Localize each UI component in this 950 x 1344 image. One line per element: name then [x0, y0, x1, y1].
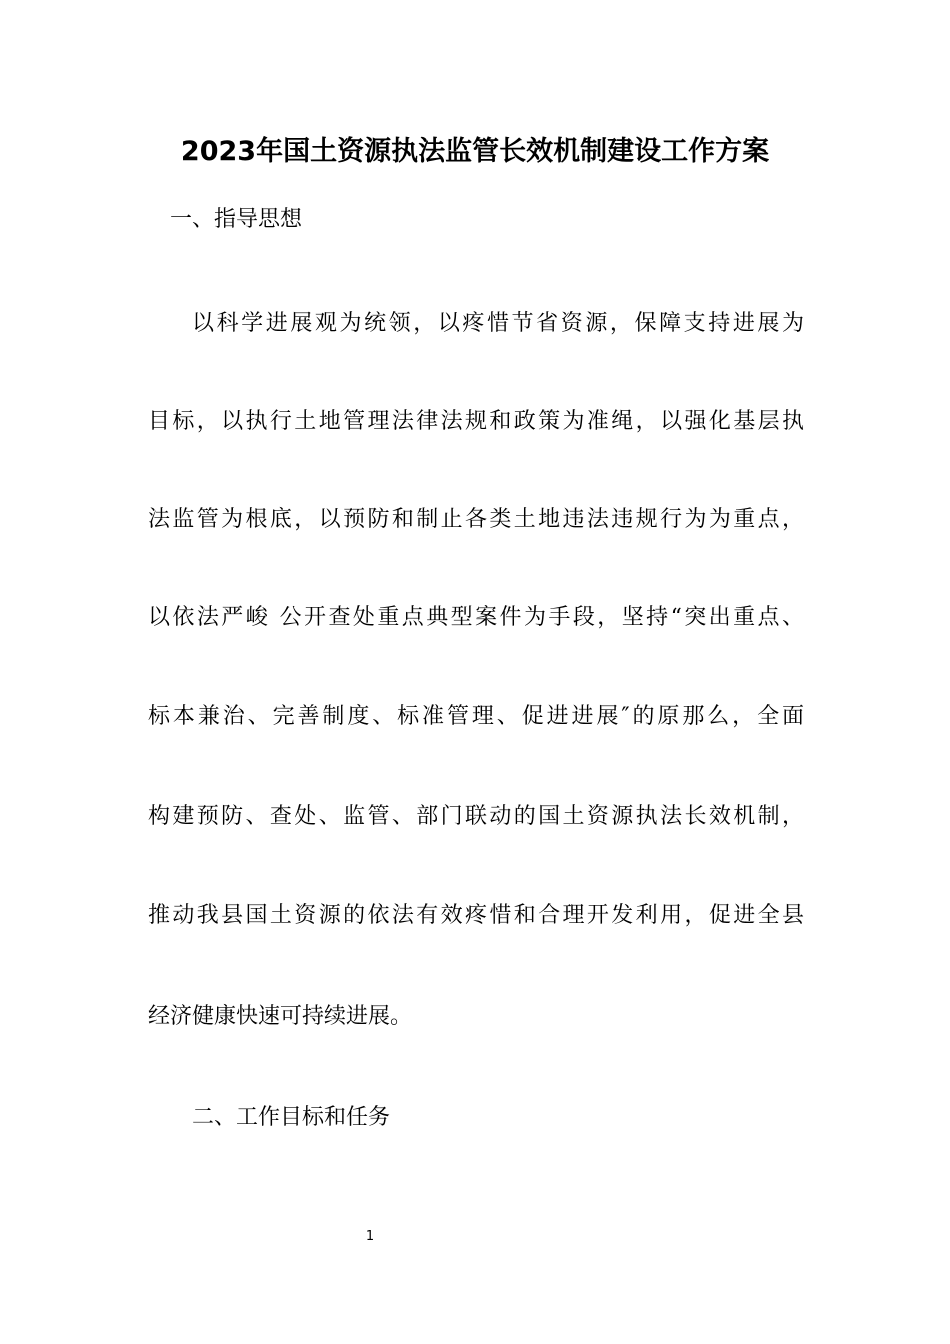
paragraph-line: 以依法严峻 公开查处重点典型案件为手段，坚持“突出重点、 — [148, 605, 804, 630]
paragraph-line: 推动我县国土资源的依法有效疼惜和合理开发利用，促进全县 — [148, 903, 804, 928]
paragraph-line: 法监管为根底，以预防和制止各类土地违法违规行为为重点， — [148, 507, 804, 532]
paragraph-line: 构建预防、查处、监管、部门联动的国土资源执法长效机制， — [148, 804, 804, 829]
paragraph-line: 标本兼治、完善制度、标准管理、促进进展″的原那么，全面 — [148, 704, 804, 729]
section-heading-goals-and-tasks: 二、工作目标和任务 — [192, 1105, 391, 1130]
paragraph-line: 以科学进展观为统领，以疼惜节省资源，保障支持进展为 — [192, 311, 804, 336]
paragraph-line: 经济健康快速可持续进展。 — [148, 1004, 413, 1029]
paragraph-line: 目标，以执行土地管理法律法规和政策为准绳，以强化基层执 — [148, 409, 804, 434]
section-heading-guiding-ideology: 一、指导思想 — [170, 207, 303, 232]
page-number: 1 — [365, 1229, 375, 1244]
document-title: 2023年国土资源执法监管长效机制建设工作方案 — [180, 136, 770, 167]
